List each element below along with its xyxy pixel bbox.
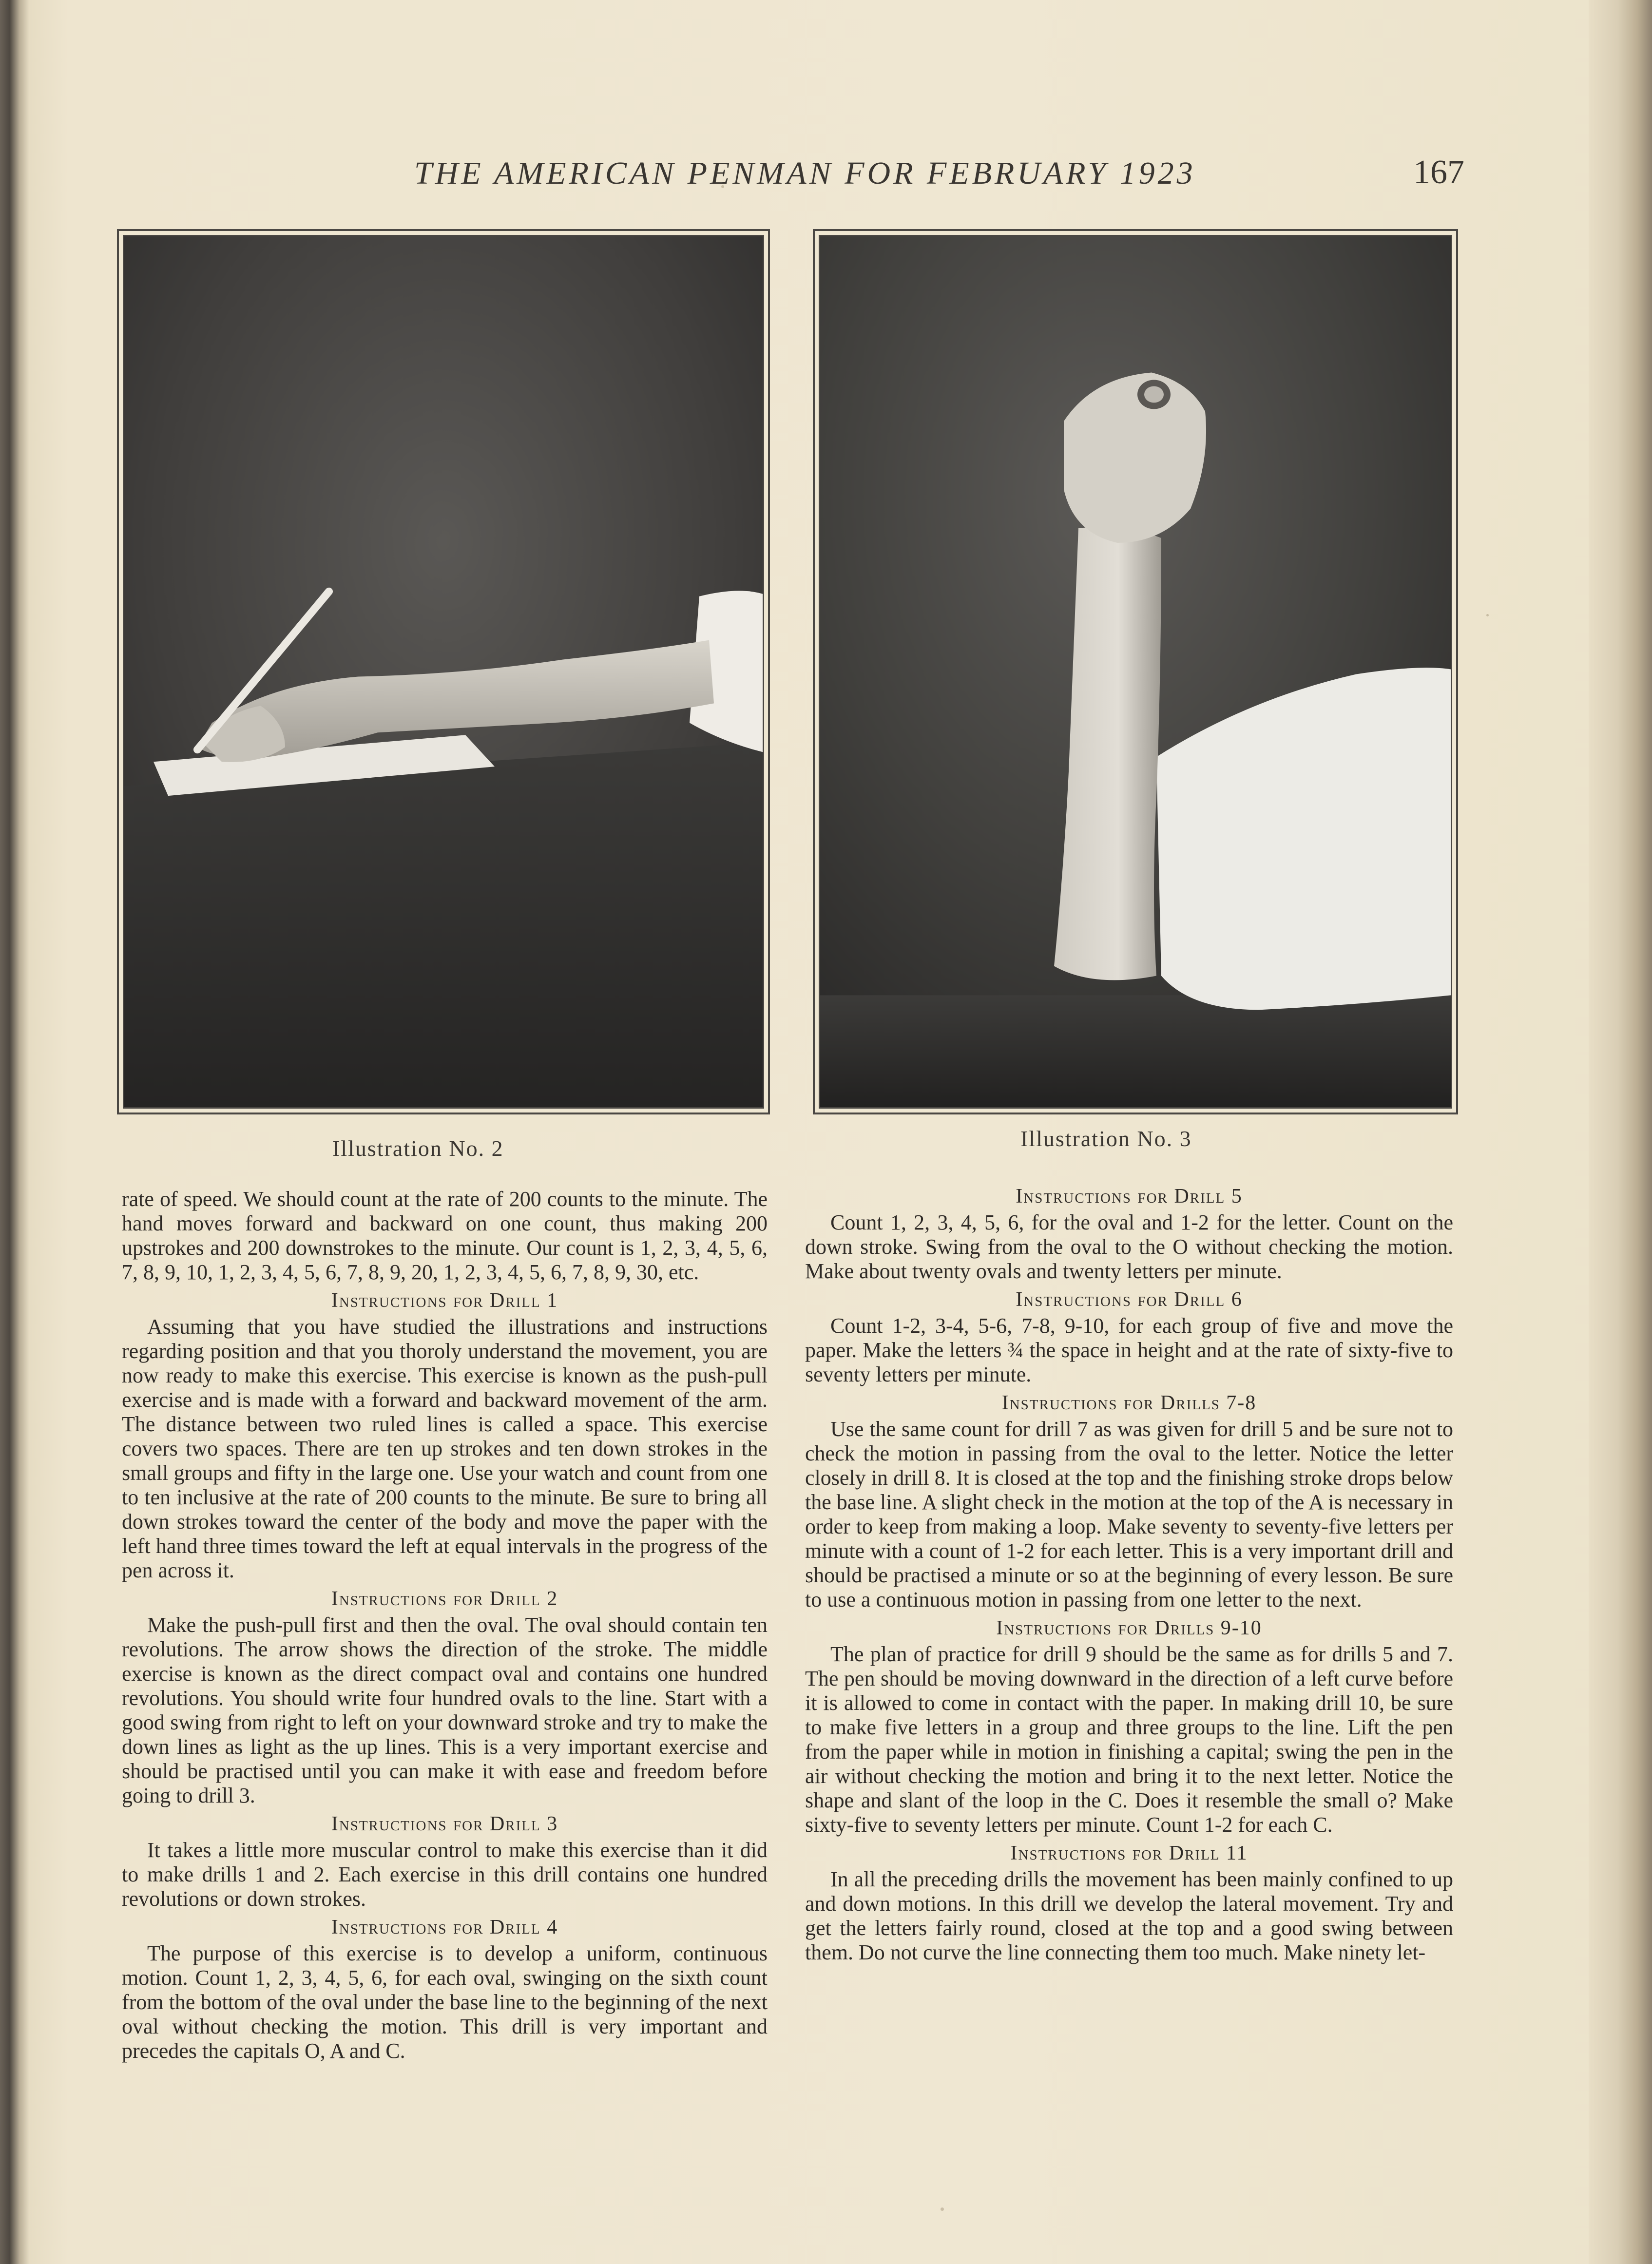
writing-arm-photo-icon [123,235,764,1109]
drill-7-8-body: Use the same count for drill 7 as was given for drill 5 and be sure not to check the motion in passing from the oval to the letter. Notice the letter closely in drill 8. It is closed at the top and the finishing stroke drops below the base line. A slight check in the motion at the top of the A is necessary in order to keep from making a loop. Make seventy to seventy-five letters per minute with a count of 1-2 for each letter. This is a very important drill and should be practised a minute or so at the beginning of every lesson. Be sure to use a continuous motion in passing from one letter to the next. [805,1417,1453,1612]
raised-forearm-photo-icon [819,235,1452,1109]
drill-6-heading: Instructions for Drill 6 [1016,1288,1243,1311]
drill-2-heading: Instructions for Drill 2 [331,1588,558,1610]
illustration-3-caption: Illustration No. 3 [1020,1126,1192,1151]
drill-11-body: In all the preceding drills the movement has been mainly confined to up and down motions. In this drill we develop the lateral movement. Try and get the letters fairly round, closed at the top and a good swing between them. Do not curve the line connecting them too much. Make ninety let- [805,1867,1453,1964]
drill-9-10-heading: Instructions for Drills 9-10 [996,1617,1262,1639]
page-number: 167 [1413,153,1464,191]
drill-4-body: The purpose of this exercise is to develop a uniform, continuous motion. Count 1, 2, 3, 4, 5, 6, for each oval, swinging on the sixth count from the bottom of the oval under the base line to the beginning of the next oval without checking the motion. This drill is very important and precedes the capitals O, A and C. [122,1941,768,2063]
drill-3-heading: Instructions for Drill 3 [331,1813,558,1835]
paper-speck [941,2207,944,2211]
running-head: THE AMERICAN PENMAN FOR FEBRUARY 1923 [414,155,1196,191]
left-column [122,1187,768,2063]
drill-9-10-body: The plan of practice for drill 9 should be the same as for drills 5 and 7. The pen should be moving downward in the direction of a left curve before it is allowed to come in contact with the paper. In making drill 10, be sure to make five letters in a group and three groups to the line. Lift the pen from the paper while in motion in finishing a capital; swing the pen in the air without checking the motion and bring it to the next letter. Notice the shape and slant of the loop in the C. Does it resemble the small o? Make sixty-five to seventy letters per minute. Count 1-2 for each C. [805,1642,1453,1837]
drill-4-heading: Instructions for Drill 4 [331,1916,558,1938]
drill-11-heading: Instructions for Drill 11 [1010,1842,1248,1864]
drill-2-body: Make the push-pull first and then the oval. The oval should contain ten revolutions. The arrow shows the direction of the stroke. The middle exercise is known as the direct compact oval and contains one hundred revolutions. You should write four hundred ovals to the line. Start with a good swing from right to left on your downward stroke and try to make the down lines as light as the up lines. This is a very important exercise and should be practised until you can make it with ease and freedom before going to drill 3. [122,1613,768,1807]
page-gutter [1589,0,1652,2264]
illustration-2-caption: Illustration No. 2 [332,1136,504,1161]
illustration-2-frame [117,229,770,1114]
drill-3-body: It takes a little more muscular control to make this exercise than it did to make drills 1 and 2. Each exercise in this drill contains one hundred revolutions or down strokes. [122,1838,768,1911]
drill-1-heading: Instructions for Drill 1 [331,1289,558,1312]
drill-7-8-heading: Instructions for Drills 7-8 [1001,1392,1257,1414]
paper-speck [1486,614,1489,616]
drill-6-body: Count 1-2, 3-4, 5-6, 7-8, 9-10, for each group of five and move the paper. Make the letters ¾ the space in height and at the rate of sixty-five to seventy letters per minute. [805,1314,1453,1386]
drill-1-body: Assuming that you have studied the illustrations and instructions regarding position and that you thoroly understand the movement, you are now ready to make this exercise. This exercise is known as the push-pull exercise and is made with a forward and backward movement of the arm. The distance between two ruled lines is called a space. This exercise covers two spaces. There are ten up strokes and ten down strokes in the small groups and fifty in the large one. Use your watch and count from one to ten inclusive at the rate of 200 counts to the minute. Be sure to bring all down strokes toward the center of the body and move the paper with the left hand three times toward the left at equal intervals in the progress of the pen across it. [122,1315,768,1582]
drill-5-body: Count 1, 2, 3, 4, 5, 6, for the oval and 1-2 for the letter. Count on the down stroke. Swing from the oval to the O without checking the motion. Make about twenty ovals and twenty letters per minute. [805,1210,1453,1283]
intro-paragraph: rate of speed. We should count at the rate of 200 counts to the minute. The hand moves forward and backward on one count, thus making 200 upstrokes and 200 downstrokes to the minute. Our count is 1, 2, 3, 4, 5, 6, 7, 8, 9, 10, 1, 2, 3, 4, 5, 6, 7, 8, 9, 20, 1, 2, 3, 4, 5, 6, 7, 8, 9, 30, etc. [122,1187,768,1284]
illustration-3-frame [813,229,1458,1114]
right-column [805,1180,1453,1965]
drill-5-heading: Instructions for Drill 5 [1016,1185,1243,1208]
